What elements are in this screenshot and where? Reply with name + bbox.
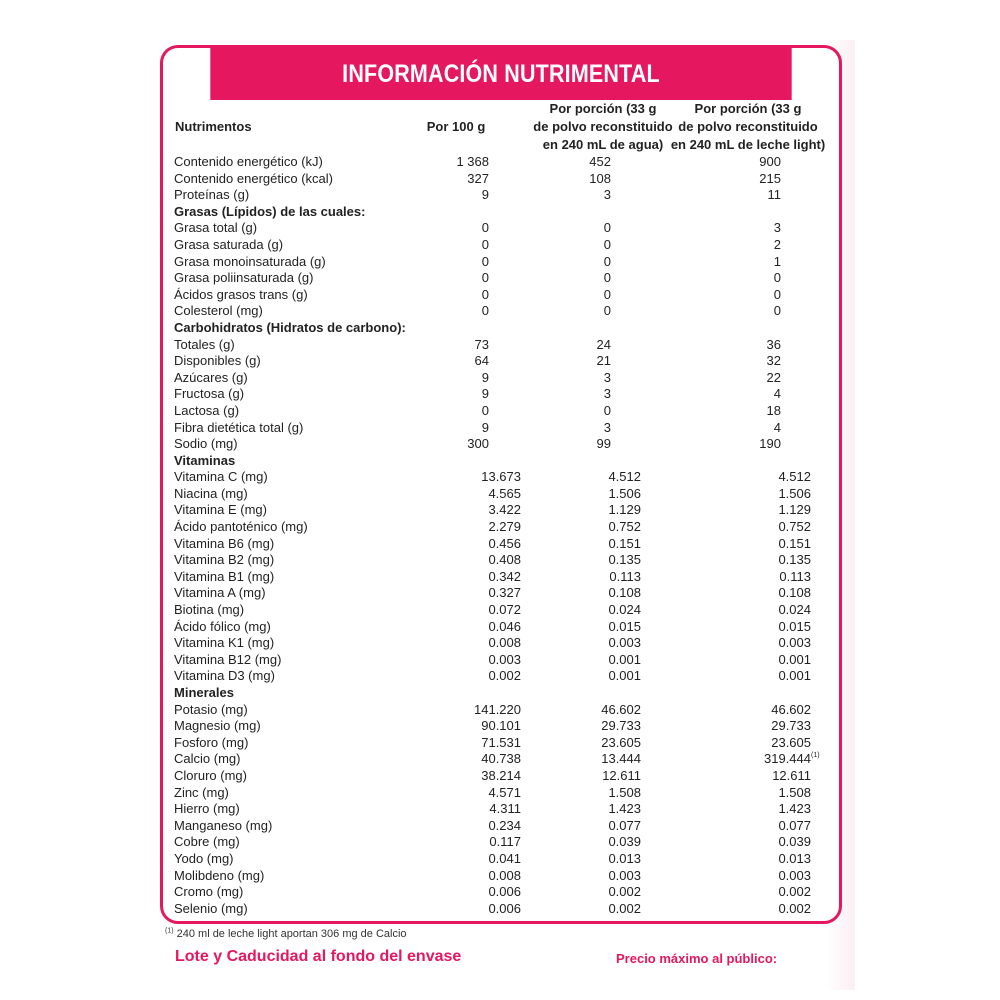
value-per-portion-water: 0.003 (608, 867, 641, 883)
section-heading (163, 204, 839, 221)
nutrient-name: Vitamina B1 (mg) (174, 568, 275, 584)
table-row (163, 569, 839, 586)
nutrient-name: Niacina (mg) (174, 485, 248, 501)
nutrient-name: Cromo (mg) (174, 884, 244, 900)
value-per-portion-milk: 0.001 (778, 668, 811, 684)
value-per-portion-water: 0 (603, 253, 611, 269)
nutrient-name: Vitamina K1 (mg) (174, 635, 275, 651)
value-per-portion-water: 0 (603, 236, 611, 252)
value-per-100g: 0.041 (488, 850, 521, 866)
value-per-portion-milk: 1.508 (778, 784, 811, 800)
nutrient-name: Fosforo (mg) (174, 734, 249, 750)
value-per-portion-milk: 0.039 (778, 834, 811, 850)
section-heading (163, 320, 839, 337)
value-per-portion-water: 1.506 (608, 485, 641, 501)
value-per-portion-water: 0 (603, 220, 611, 236)
table-row (163, 171, 839, 188)
value-per-100g: 0 (481, 236, 489, 252)
value-per-100g: 0 (481, 402, 489, 418)
nutrient-name: Vitamina E (mg) (174, 502, 267, 518)
value-per-portion-water: 3 (603, 419, 611, 435)
table-row (163, 502, 839, 519)
value-per-100g: 9 (481, 187, 489, 203)
nutrient-name: Zinc (mg) (174, 784, 229, 800)
nutrient-name: Vitamina A (mg) (174, 585, 266, 601)
value-per-portion-milk: 4 (773, 386, 781, 402)
value-per-100g: 0.327 (488, 585, 521, 601)
value-per-portion-water: 3 (603, 386, 611, 402)
nutrient-name: Contenido energético (kJ) (174, 154, 323, 169)
value-per-portion-milk: 3 (773, 220, 781, 236)
value-per-portion-water: 99 (596, 436, 611, 452)
table-row (163, 237, 839, 254)
value-per-portion-water: 0.113 (609, 568, 641, 584)
value-per-portion-milk: 32 (766, 353, 781, 369)
nutrient-name: Molibdeno (mg) (174, 867, 265, 883)
value-per-100g: 64 (474, 353, 489, 369)
value-per-100g: 0.046 (488, 618, 521, 634)
value-per-portion-milk: 23.605 (771, 734, 811, 750)
table-row (163, 420, 839, 437)
table-row (163, 901, 839, 918)
value-per-100g: 71.531 (481, 734, 521, 750)
nutrient-name: Carbohidratos (Hidratos de carbono): (174, 319, 406, 335)
value-per-portion-water: 0.039 (608, 834, 641, 850)
value-per-portion-milk: 0.108 (778, 585, 811, 601)
nutrient-name: Calcio (mg) (174, 751, 241, 767)
value-per-portion-milk: 0 (773, 270, 781, 286)
table-row (163, 386, 839, 403)
value-per-portion-water: 29.733 (601, 718, 641, 734)
value-per-100g: 0 (481, 303, 489, 319)
table-row (163, 635, 839, 652)
nutrient-name: Selenio (mg) (174, 900, 248, 916)
value-per-100g: 13.673 (481, 469, 521, 485)
value-per-portion-milk: 0.752 (778, 519, 811, 535)
nutrient-column-header: Nutrimentos (175, 119, 252, 134)
nutrient-name: Hierro (mg) (174, 801, 240, 817)
nutrient-name: Vitamina C (mg) (174, 469, 268, 485)
value-per-portion-water: 0 (603, 286, 611, 302)
value-per-100g: 0.408 (488, 552, 521, 568)
table-row (163, 602, 839, 619)
value-per-100g: 0.008 (488, 635, 521, 651)
table-row (163, 370, 839, 387)
table-row (163, 287, 839, 304)
value-per-portion-milk: 36 (766, 336, 781, 352)
value-per-portion-milk: 0 (773, 286, 781, 302)
value-per-portion-water: 0.002 (608, 884, 641, 900)
value-per-100g: 0 (481, 286, 489, 302)
table-row (163, 254, 839, 271)
nutrient-name: Fructosa (g) (174, 386, 245, 402)
value-per-portion-milk: 4.512 (778, 469, 811, 485)
value-per-portion-water: 0 (603, 402, 611, 418)
value-per-portion-milk: 0.015 (778, 618, 811, 634)
table-row (163, 702, 839, 719)
value-per-portion-water: 108 (589, 170, 611, 186)
value-per-portion-milk: 215 (759, 170, 781, 186)
value-per-portion-water: 0 (603, 303, 611, 319)
value-per-portion-water: 0.015 (608, 618, 641, 634)
nutrient-name: Cobre (mg) (174, 834, 240, 850)
value-per-100g: 9 (481, 386, 489, 402)
nutrient-name: Azúcares (g) (174, 369, 248, 385)
value-per-portion-milk: 0.003 (778, 867, 811, 883)
value-per-portion-milk: 0 (773, 303, 781, 319)
value-per-portion-water: 21 (596, 353, 611, 369)
nutrient-name: Grasas (Lípidos) de las cuales: (174, 203, 366, 219)
value-per-portion-water: 0.013 (608, 850, 641, 866)
nutrient-name: Contenido energético (kcal) (174, 170, 333, 186)
value-per-portion-water: 1.129 (608, 502, 641, 518)
table-row (163, 652, 839, 669)
table-title: INFORMACIÓN NUTRIMENTAL (210, 48, 791, 100)
table-row (163, 884, 839, 901)
table-row (163, 785, 839, 802)
value-per-100g: 1 368 (456, 154, 489, 169)
value-per-100g: 327 (467, 170, 489, 186)
table-row (163, 154, 839, 171)
table-row (163, 718, 839, 735)
water-column-header: Por porción (33 g de polvo reconstituido en 240 mL de agua) (533, 101, 673, 152)
nutrient-name: Manganeso (mg) (174, 817, 273, 833)
table-row (163, 486, 839, 503)
value-per-portion-milk: 0.077 (778, 817, 811, 833)
max-price-label: Precio máximo al público: (616, 951, 778, 966)
table-row (163, 187, 839, 204)
nutrient-name: Grasa saturada (g) (174, 236, 284, 252)
section-heading (163, 685, 839, 702)
value-per-portion-water: 1.508 (608, 784, 641, 800)
value-per-portion-milk: 0.003 (778, 635, 811, 651)
value-per-100g: 73 (474, 336, 489, 352)
value-per-portion-milk: 319.444 (1) (764, 751, 820, 767)
value-per-portion-water: 12.611 (602, 767, 641, 783)
table-row (163, 353, 839, 370)
value-per-portion-milk: 0.001 (778, 651, 811, 667)
column-headers (163, 100, 839, 154)
value-per-portion-milk: 0.024 (778, 602, 811, 618)
nutrient-name: Yodo (mg) (174, 850, 234, 866)
value-per-portion-milk: 1 (773, 253, 781, 269)
value-per-portion-water: 0.024 (608, 602, 641, 618)
nutrient-name: Ácido pantoténico (mg) (174, 519, 308, 535)
nutrient-name: Sodio (mg) (174, 436, 238, 452)
nutrient-name: Disponibles (g) (174, 353, 261, 369)
value-per-portion-milk: 190 (759, 436, 781, 452)
table-row (163, 868, 839, 885)
value-per-100g: 9 (481, 369, 489, 385)
value-per-100g: 0 (481, 253, 489, 269)
value-per-100g: 0.003 (488, 651, 521, 667)
value-per-portion-water: 4.512 (608, 469, 641, 485)
value-per-100g: 4.571 (488, 784, 521, 800)
value-per-100g: 0.072 (488, 602, 521, 618)
value-per-portion-milk: 2 (773, 236, 781, 252)
table-row (163, 818, 839, 835)
value-per-portion-milk: 0.013 (778, 850, 811, 866)
nutrient-name: Grasa total (g) (174, 220, 258, 236)
value-per-100g: 300 (467, 436, 489, 452)
nutrient-name: Colesterol (mg) (174, 303, 263, 319)
nutrient-name: Grasa monoinsaturada (g) (174, 253, 326, 269)
nutrient-name: Vitamina B6 (mg) (174, 535, 275, 551)
nutrient-name: Grasa poliinsaturada (g) (174, 270, 314, 286)
value-per-portion-milk: 0.113 (779, 568, 811, 584)
table-row (163, 768, 839, 785)
nutrient-name: Biotina (mg) (174, 602, 245, 618)
value-per-100g: 9 (481, 419, 489, 435)
value-per-portion-milk: 1.506 (778, 485, 811, 501)
nutrient-name: Lactosa (g) (174, 402, 240, 418)
table-row (163, 270, 839, 287)
value-per-100g: 0.342 (488, 568, 521, 584)
value-per-portion-milk: 22 (766, 369, 781, 385)
nutrient-rows (163, 154, 839, 917)
table-row (163, 801, 839, 818)
value-per-portion-water: 0.001 (608, 668, 641, 684)
value-per-100g: 141.220 (474, 701, 521, 717)
value-per-portion-milk: 0.151 (778, 535, 811, 551)
value-per-portion-water: 452 (589, 154, 611, 169)
nutrient-name: Minerales (174, 685, 234, 700)
nutrient-name: Vitamina B12 (mg) (174, 651, 282, 667)
value-per-100g: 0 (481, 220, 489, 236)
value-per-portion-water: 0.108 (608, 585, 641, 601)
value-per-100g: 90.101 (481, 718, 521, 734)
value-per-100g: 0.006 (488, 900, 521, 916)
nutrient-name: Vitamina D3 (mg) (174, 668, 275, 684)
value-per-portion-milk: 1.423 (778, 801, 811, 817)
table-row (163, 436, 839, 453)
value-per-portion-water: 0.003 (608, 635, 641, 651)
value-per-portion-milk: 0.002 (778, 900, 811, 916)
nutrient-name: Ácidos grasos trans (g) (174, 286, 308, 302)
value-per-portion-water: 0.002 (608, 900, 641, 916)
lot-expiry-note: Lote y Caducidad al fondo del envase (175, 948, 462, 965)
value-per-portion-water: 24 (596, 336, 611, 352)
value-per-100g: 0 (481, 270, 489, 286)
table-row (163, 519, 839, 536)
value-per-portion-milk: 900 (759, 154, 781, 169)
value-per-portion-water: 3 (603, 369, 611, 385)
per100-column-header: Por 100 g (426, 119, 486, 134)
value-per-portion-water: 23.605 (601, 734, 641, 750)
value-per-100g: 38.214 (481, 767, 521, 783)
nutrient-name: Vitamina B2 (mg) (174, 552, 275, 568)
value-per-100g: 0.117 (489, 834, 521, 850)
table-row (163, 751, 839, 768)
value-per-portion-milk: 46.602 (771, 701, 811, 717)
nutrient-name: Magnesio (mg) (174, 718, 261, 734)
value-per-100g: 3.422 (488, 502, 521, 518)
value-per-100g: 0.456 (488, 535, 521, 551)
value-per-100g: 4.311 (489, 801, 521, 817)
nutrition-table-card (160, 45, 842, 924)
value-per-portion-milk: 18 (766, 402, 781, 418)
table-row (163, 337, 839, 354)
nutrient-name: Cloruro (mg) (174, 767, 247, 783)
value-per-portion-water: 0 (603, 270, 611, 286)
value-per-portion-water: 46.602 (601, 701, 641, 717)
value-per-portion-water: 0.752 (608, 519, 641, 535)
nutrient-name: Vitaminas (174, 452, 236, 468)
table-row (163, 851, 839, 868)
nutrient-name: Totales (g) (174, 336, 235, 352)
table-row (163, 735, 839, 752)
nutrient-name: Potasio (mg) (174, 701, 248, 717)
value-per-portion-water: 13.444 (601, 751, 641, 767)
value-per-portion-water: 0.077 (608, 817, 641, 833)
milk-column-header: Por porción (33 g de polvo reconstituido en 240 mL de leche light) (670, 101, 826, 152)
table-row (163, 403, 839, 420)
table-row (163, 668, 839, 685)
value-per-100g: 0.234 (488, 817, 521, 833)
value-per-portion-milk: 0.002 (778, 884, 811, 900)
value-per-100g: 4.565 (488, 485, 521, 501)
nutrient-name: Proteínas (g) (174, 187, 250, 203)
table-row (163, 303, 839, 320)
table-row (163, 536, 839, 553)
nutrient-name: Ácido fólico (mg) (174, 618, 271, 634)
value-per-portion-milk: 4 (773, 419, 781, 435)
table-row (163, 619, 839, 636)
value-per-100g: 0.008 (488, 867, 521, 883)
value-per-portion-water: 0.151 (608, 535, 641, 551)
table-row (163, 585, 839, 602)
table-row (163, 469, 839, 486)
value-per-portion-milk: 11 (767, 187, 781, 203)
value-per-portion-milk: 0.135 (778, 552, 811, 568)
section-heading (163, 453, 839, 470)
value-per-100g: 40.738 (481, 751, 521, 767)
value-per-100g: 2.279 (488, 519, 521, 535)
value-per-100g: 0.006 (488, 884, 521, 900)
table-row (163, 220, 839, 237)
value-per-portion-milk: 12.611 (772, 767, 811, 783)
table-row (163, 552, 839, 569)
value-per-portion-water: 3 (603, 187, 611, 203)
value-per-portion-water: 0.001 (608, 651, 641, 667)
value-per-portion-milk: 29.733 (771, 718, 811, 734)
nutrient-name: Fibra dietética total (g) (174, 419, 304, 435)
value-per-portion-milk: 1.129 (778, 502, 811, 518)
footnote: $^{(1)}$ 240 ml de leche light aportan 306 mg de Calcio (165, 927, 407, 940)
value-per-portion-water: 1.423 (608, 801, 641, 817)
table-row (163, 834, 839, 851)
value-per-100g: 0.002 (488, 668, 521, 684)
value-per-portion-water: 0.135 (608, 552, 641, 568)
